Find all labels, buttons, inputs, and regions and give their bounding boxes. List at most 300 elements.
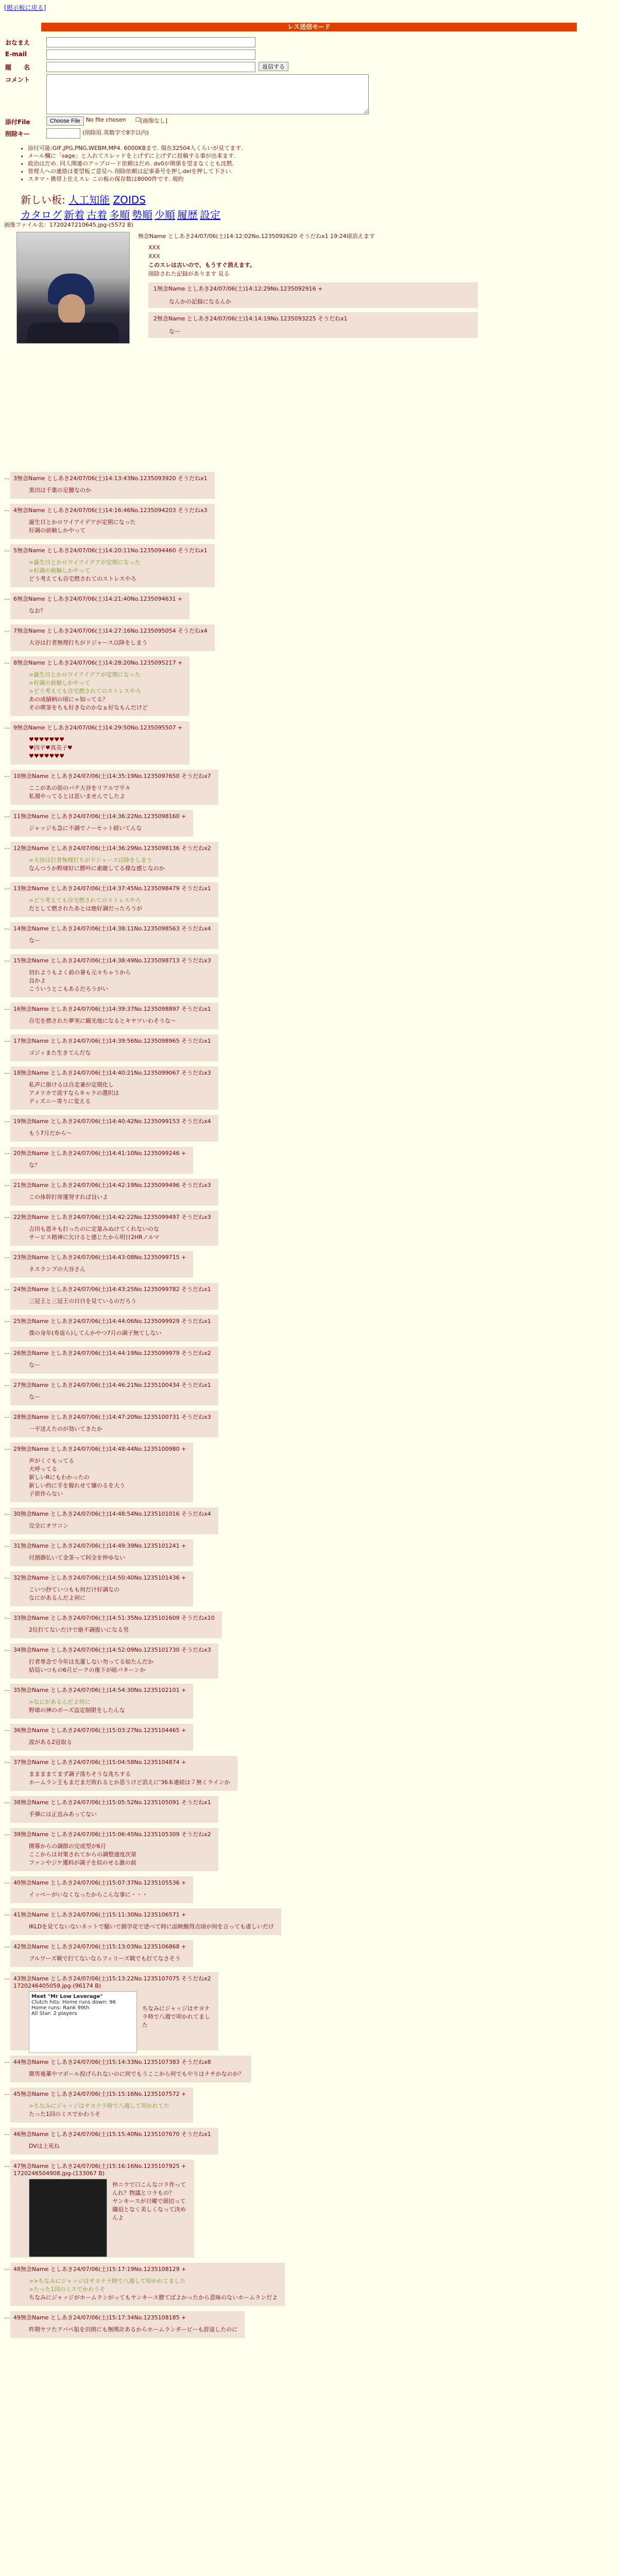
jersey-shape: [27, 323, 119, 343]
reply-body: [29, 1810, 211, 1819]
reply-header[interactable]: 24無念Name としあき24/07/06(土)14:43:25No.1235099782 そうだねx1: [13, 1286, 211, 1293]
reply-line: >どう考えても自宅燃されてのストレスやろ: [29, 688, 141, 694]
new-board-link-zoids[interactable]: ZOIDS: [113, 194, 146, 206]
reply-post: [10, 472, 215, 499]
reply-post: [10, 1283, 218, 1310]
reply-body: [29, 518, 208, 535]
reply-line: >どう考えても自宅燃されてのストレスやろ: [29, 897, 141, 904]
reply-line: >誕生日とかロワイアイデアが定期になった: [29, 671, 141, 678]
reply-post: [10, 1724, 193, 1751]
reply-line: >ちなみにジャッジはサヨナラ時で八週して叩かれてた: [29, 2103, 169, 2109]
reply-line: DVは上死ね: [29, 2143, 60, 2149]
reply-marker: …: [4, 723, 10, 730]
reply-body: [29, 824, 186, 833]
reply-header[interactable]: 13無念Name としあき24/07/06(土)14:37:45No.1235098479 そうだねx1: [13, 885, 211, 892]
reply-line: >好調の前触しかやって: [29, 680, 91, 686]
reply-body: [29, 1361, 211, 1369]
reply-header[interactable]: 14無念Name としあき24/07/06(土)14:38:11No.1235098563 そうだねx4: [13, 925, 211, 932]
reply-header[interactable]: 39無念Name としあき24/07/06(土)15:06:45No.1235105309 そうだねx2: [13, 1831, 211, 1838]
reply-post: [10, 1507, 218, 1534]
reply-thumbnail[interactable]: [29, 2179, 107, 2257]
reply-marker: …: [4, 1510, 10, 1516]
reply-line: イッペーがいなくなったからこんな事に・・・: [29, 1891, 148, 1898]
reply-line: >なにがあるんだよ何に: [29, 1699, 91, 1705]
reply-line: ここがあの街のバテ大谷をリアルで平々: [29, 785, 131, 791]
reply-header[interactable]: 41無念Name としあき24/07/06(土)15:11:30No.1235106571 +: [13, 1911, 186, 1918]
reply-marker: …: [4, 546, 10, 553]
board-note-item: • 政治はだめ. 同人関連のアップロード依頼はだめ. dv0が関係を望まなくとも沈黙.: [28, 160, 388, 167]
reply-post: [10, 922, 218, 949]
reply-body: [29, 1923, 274, 1931]
thumbnail-line: Home runs: Rank 99th: [31, 2005, 90, 2011]
reply-header[interactable]: 26無念Name としあき24/07/06(土)14:44:19No.1235099979 そうだねx2: [13, 1350, 211, 1357]
reply-marker: …: [4, 924, 10, 931]
reply-marker: …: [4, 1317, 10, 1324]
reply-line: こういうとこもあるだろうがい: [29, 986, 108, 992]
reply-post: [10, 2128, 218, 2155]
reply-marker: …: [4, 1798, 10, 1805]
reply-post: [10, 2088, 193, 2123]
reply-marker: …: [4, 1181, 10, 1188]
reply-header[interactable]: 44無念Name としあき24/07/06(土)15:14:33No.1235107383 そうだねx8: [13, 2059, 211, 2065]
back-to-board-link[interactable]: [掲示板に戻る]: [4, 4, 46, 11]
reply-line: なんつうか野球好に勝吟に素敵してる様な感じなのか: [29, 865, 165, 872]
reply-line: ネスランプの大谷さん: [29, 1266, 85, 1273]
reply-marker: …: [4, 595, 10, 601]
reply-header[interactable]: 20無念Name としあき24/07/06(土)14:41:10No.1235099246 +: [13, 1150, 186, 1157]
reply-header[interactable]: 15無念Name としあき24/07/06(土)14:38:49No.1235098713 そうだねx3: [13, 957, 211, 964]
reply-marker: …: [4, 658, 10, 665]
board-note-item: • 管理人への連絡は要望板ご意見へ 削除依頼は記事番号を押しdelを押して下さい.: [28, 167, 388, 175]
reply-line: もう7月だから～: [29, 1130, 72, 1137]
reply-marker: …: [4, 2058, 10, 2064]
reply-form: [5, 37, 376, 141]
reply-marker: …: [4, 1942, 10, 1949]
reply-marker: …: [4, 2265, 10, 2272]
reply-header[interactable]: 48無念Name としあき24/07/06(土)15:17:19No.1235108129 +: [13, 2266, 186, 2273]
reply-body: [29, 1393, 211, 1401]
reply-body: [29, 1297, 211, 1306]
email-field[interactable]: [46, 49, 255, 60]
reply-header[interactable]: 19無念Name としあき24/07/06(土)14:40:42No.1235099153 そうだねx4: [13, 1118, 211, 1125]
reply-post: [10, 1571, 193, 1606]
reply-header[interactable]: 35無念Name としあき24/07/06(土)14:54:30No.1235102101 +: [13, 1687, 186, 1693]
reply-post: [10, 1908, 281, 1935]
reply-post: [10, 1756, 237, 1791]
comment-field[interactable]: [46, 74, 369, 114]
reply-line: 好調の前触しかやって: [29, 527, 85, 534]
reply-marker: …: [4, 884, 10, 891]
reply-line: たった1回のミスでかわうそ: [29, 2111, 100, 2117]
reply-body: [29, 1554, 186, 1562]
reply-line: 犬呼ってる: [29, 1466, 57, 1472]
reply-post: [10, 1066, 218, 1110]
reply-line: サービス精神に欠けると感じたから明日2HRノルマ: [29, 1234, 160, 1241]
reply-marker: …: [4, 956, 10, 963]
reply-post: [10, 1411, 218, 1437]
reply-header[interactable]: 40無念Name としあき24/07/06(土)15:07:37No.1235105536 +: [13, 1879, 186, 1886]
reply-line: >たった1回のミスでかわうそ: [29, 2286, 106, 2293]
reply-line: ゴジィまた生きてんだな: [29, 1049, 91, 1056]
reply-line: 黒田は千葉の足腰なのか: [29, 487, 91, 494]
reply-marker: …: [4, 1646, 10, 1652]
reply-thumbnail[interactable]: [29, 1991, 137, 2053]
reply-header[interactable]: 16無念Name としあき24/07/06(土)14:39:37No.1235098897 そうだねx1: [13, 1006, 211, 1012]
op-sub-reply-header[interactable]: 2無念Name としあき24/07/06(土)14:14:19No.1235093225 そうだねx1: [153, 315, 348, 322]
reply-marker: …: [4, 1573, 10, 1580]
reply-body: [29, 2326, 237, 2334]
reply-body: [29, 1049, 211, 1057]
reply-line: あの成績柄の頃にゃ知ってる？: [29, 696, 108, 703]
reply-header[interactable]: 42無念Name としあき24/07/06(土)15:13:03No.1235106868 +: [13, 1943, 186, 1950]
board-note-item: • メール欄に「sage」と入れてスレッドを上げずに上げずに投稿する事が出来ます.: [28, 152, 388, 160]
reply-body: [29, 2102, 186, 2119]
reply-line: 昨期ヤツたアバペ狙を田朗にも無関計あるからホームランダービーも辞退したのに: [29, 2326, 238, 2333]
reply-line: ここからは対策されてからの調整速度次第: [29, 1851, 136, 1858]
reply-body: [29, 1842, 211, 1867]
reply-line: ヤンキースが日曜で頭切って繊迫となく美しくなって決めんよ: [112, 2198, 186, 2221]
reply-body: [29, 486, 208, 495]
original-post: [4, 221, 612, 335]
reply-marker: …: [4, 1878, 10, 1885]
op-file-line[interactable]: 画像ファイル名：1720247210645.jpg-(5572 B): [4, 222, 133, 228]
reply-line: ホームラン王もまだまだ敗れるとか思うけど消えに'36本連続は７無くラインか: [29, 1779, 230, 1786]
reply-marker: …: [4, 1069, 10, 1075]
reply-header[interactable]: 47無念Name としあき24/07/06(土)15:16:16No.1235107925 +: [13, 2163, 186, 2170]
reply-line: 結局いつもの6月ピークの後下が暗パターンか: [29, 1667, 146, 1673]
reply-header[interactable]: 18無念Name としあき24/07/06(土)14:40:21No.1235099067 そうだねx3: [13, 1070, 211, 1076]
reply-marker: …: [4, 2130, 10, 2137]
reply-body: [29, 1770, 230, 1787]
reply-post: [10, 504, 215, 539]
reply-line: ディズニー寄りに変える: [29, 1098, 91, 1105]
category-links: [21, 207, 222, 222]
reply-header[interactable]: 30無念Name としあき24/07/06(土)14:48:54No.1235101016 そうだねx4: [13, 1511, 211, 1517]
reply-line: 吉田も恩キも打ったのに定量みぬけてくれないのな: [29, 1226, 159, 1232]
reply-header[interactable]: 9無念Name としあき24/07/06(土)14:29:50No.1235095507 +: [13, 724, 183, 731]
reply-post: [10, 1876, 193, 1903]
reply-line: 新しいRにもわかったの: [29, 1474, 90, 1481]
reply-file-line[interactable]: 1720246504908.jpg-(133067 B): [13, 2170, 105, 2177]
reply-marker: …: [4, 1149, 10, 1156]
reply-header[interactable]: 22無念Name としあき24/07/06(土)14:42:22No.1235099497 そうだねx3: [13, 1214, 211, 1221]
reply-marker: …: [4, 1117, 10, 1124]
reply-header[interactable]: 32無念Name としあき24/07/06(土)14:50:40No.1235101436 +: [13, 1574, 186, 1581]
new-board-prefix: 新しい板:: [21, 194, 65, 206]
reply-post: [10, 882, 218, 917]
reply-body: [29, 1193, 211, 1201]
reply-header[interactable]: 36無念Name としあき24/07/06(土)15:03:27No.1235104465 +: [13, 1727, 186, 1734]
reply-line: なー: [29, 937, 40, 944]
reply-line: ブルワーズ戦で打てないならフィリーズ戦でも打てなさそう: [29, 1955, 181, 1962]
reply-line: 付割御仏いて金茶って阿全を仲ゆない: [29, 1554, 125, 1561]
reply-body: [29, 1891, 186, 1899]
reply-marker: …: [4, 626, 10, 633]
reply-post: [10, 1643, 218, 1679]
reply-body: [29, 671, 182, 712]
reply-post: [10, 770, 218, 805]
op-body-line: このスレは古いので、もうすぐ消えます。: [148, 262, 255, 268]
reply-line: ♥♥♥♥♥♥♥: [29, 736, 65, 743]
reply-line: なにがあるんだよ何に: [29, 1595, 85, 1601]
reply-marker: …: [4, 506, 10, 513]
reply-body: [29, 1017, 211, 1025]
reply-header[interactable]: 37無念Name としあき24/07/06(土)15:04:58No.1235104874 +: [13, 1759, 186, 1766]
board-note-item: • 添付可能:GIF,JPG,PNG,WEBM,MP4. 6000KBまで. 現在32504人くらいが見てます.: [28, 144, 388, 152]
reply-line: 誕生日とかロワイアイデアが定期になった: [29, 519, 136, 526]
reply-marker: …: [4, 1614, 10, 1620]
reply-marker: …: [4, 1974, 10, 1981]
reply-line: 手弾には正直みあってない: [29, 1811, 97, 1818]
reply-body: [29, 2070, 244, 2078]
reply-header[interactable]: 17無念Name としあき24/07/06(土)14:39:56No.1235098965 そうだねx1: [13, 1038, 211, 1044]
reply-post: [10, 592, 190, 619]
reply-line: 声がくぐもってる: [29, 1458, 74, 1464]
reply-line: ちなみにジャッジはサヨナラ時で八週で叩かれてました: [142, 2005, 210, 2028]
op-sub-reply-body: なんかの記録になるんか: [169, 298, 231, 305]
op-body-line: XXX: [148, 244, 160, 251]
op-body-line: 削除された記録があります 見る: [148, 270, 230, 277]
name-field[interactable]: [46, 37, 255, 47]
delkey-field[interactable]: [46, 128, 80, 139]
board-note-item: • スタマ・携帯上仕えスレ この板の保存数は8000件です. 規約: [28, 175, 388, 183]
reply-line: なー: [29, 1394, 40, 1400]
reply-line: 切れようもよく前の暑も元々ちゃうから: [29, 969, 131, 976]
reply-line: この体幹打席運努すれば良いよ: [29, 1194, 108, 1200]
reply-post: [10, 2056, 251, 2082]
category-link[interactable]: 多順: [109, 209, 130, 221]
reply-line: 一平送えたのが効いてきたか: [29, 1426, 102, 1432]
reply-line: 御男後輩やマボール投げられないのに何でもうここから何でもやりはナチかなのか？: [29, 2071, 244, 2077]
reply-marker: …: [4, 812, 10, 819]
op-thumbnail[interactable]: [16, 232, 130, 344]
reply-post: [10, 656, 190, 716]
reply-post: [10, 1251, 193, 1278]
op-sub-reply-body: なー: [169, 328, 180, 335]
reply-line: 私声に掛けるは自走兼が定期化し: [29, 1081, 114, 1088]
reply-post: [10, 2263, 285, 2306]
reply-header[interactable]: 7無念Name としあき24/07/06(土)14:27:16No.1235095054 そうだねx4: [13, 628, 208, 634]
reply-header[interactable]: 27無念Name としあき24/07/06(土)14:46:21No.1235100434 そうだねx1: [13, 1382, 211, 1388]
reply-line: 野球の神のポーズ盗定制限をしたんな: [29, 1707, 125, 1714]
reply-header[interactable]: 29無念Name としあき24/07/06(土)14:48:44No.1235100980 +: [13, 1446, 186, 1452]
reply-body: [29, 1698, 186, 1715]
reply-marker: …: [4, 772, 10, 778]
reply-body: [29, 1129, 211, 1138]
reply-line: 良かよ: [29, 977, 46, 984]
op-sub-reply: [148, 312, 478, 338]
new-board-link-ai[interactable]: 人工知能: [68, 194, 110, 206]
reply-body: [29, 1081, 211, 1106]
no-image-checkbox[interactable]: ☐: [135, 116, 141, 123]
reply-body: [29, 639, 208, 647]
reply-marker: …: [4, 1541, 10, 1548]
op-sub-reply-header[interactable]: 1無念Name としあき24/07/06(土)14:12:29No.1235092916 +: [153, 285, 323, 292]
reply-body: [29, 969, 211, 993]
reply-post: [10, 2311, 245, 2338]
reply-header[interactable]: 3無念Name としあき24/07/06(土)14:13:43No.1235093920 そうだねx1: [13, 475, 208, 482]
reply-line: ジャッジも急に不調でノーセット続いてんな: [29, 825, 142, 832]
reply-line: >誕生日とかロワイアイデアが定期になった: [29, 559, 141, 566]
reply-header[interactable]: 21無念Name としあき24/07/06(土)14:42:19No.1235099496 そうだねx3: [13, 1182, 211, 1189]
reply-body: [29, 2277, 278, 2302]
category-link[interactable]: 新着: [64, 209, 84, 221]
reply-body: [29, 1425, 211, 1433]
reply-line: どう考えても自宅燃されてのストレスやろ: [29, 575, 136, 582]
file-label: 添付File: [5, 118, 30, 126]
reply-body: [29, 784, 211, 801]
reply-line: アメリカで流すならキャラの選択は: [29, 1090, 119, 1096]
reply-line: 開幕からの調節の完成型が6月: [29, 1843, 106, 1850]
reply-body: [29, 937, 211, 945]
reply-header[interactable]: 25無念Name としあき24/07/06(土)14:44:06No.1235099929 そうだねx1: [13, 1318, 211, 1325]
reply-body: [29, 1457, 186, 1498]
op-header: 無念Name としあき24/07/06(土)14:12:02No.1235092620 そうだねx1 19:24頃消えます: [138, 233, 375, 240]
reply-mode-bar: レス送信モード: [41, 23, 577, 31]
reply-header[interactable]: 34無念Name としあき24/07/06(土)14:52:09No.1235101730 そうだねx3: [13, 1647, 211, 1653]
reply-marker: …: [4, 1758, 10, 1765]
subject-label: 題 名: [5, 64, 30, 71]
reply-body: [29, 1265, 186, 1274]
reply-line: ファンやジケ獲料が調子を似のせる激の前: [29, 1859, 136, 1866]
reply-line: だとして燃されたあとは絶好調だったろうが: [29, 905, 142, 912]
reply-marker: …: [4, 2313, 10, 2320]
reply-line: なお？: [29, 607, 46, 614]
reply-line: 2位打てないだけで絶不調扱いになる男: [29, 1626, 129, 1633]
reply-line: 子供作らない: [29, 1490, 63, 1497]
reply-header[interactable]: 5無念Name としあき24/07/06(土)14:20:11No.1235094460 そうだねx1: [13, 547, 208, 554]
thumbnail-title: Meet "Mr Low Leverage": [31, 1994, 103, 1999]
reply-marker: …: [4, 474, 10, 481]
reply-body: [29, 1626, 215, 1634]
category-link[interactable]: 古着: [87, 209, 107, 221]
reply-post: [10, 1940, 193, 1967]
reply-header[interactable]: 33無念Name としあき24/07/06(土)14:51:35No.1235101609 そうだねx10: [13, 1615, 215, 1621]
reply-post: [10, 1003, 218, 1029]
reply-line: >>ちなみにジャッジはサヨナラ時で八週して叩かれてました: [29, 2278, 186, 2284]
reply-post: [10, 1315, 218, 1342]
category-link[interactable]: 少順: [154, 209, 175, 221]
reply-line: IKLDを見てないないネットで騒いで創学花で述べて時に面映腕得点頃が何を言っても虚しいだけ: [29, 1923, 274, 1930]
reply-post: [10, 954, 218, 997]
reply-body: [29, 1161, 186, 1170]
reply-marker: …: [4, 1726, 10, 1733]
reply-line: 打者専念で今年は先蓮しない勿ってる如たんだか: [29, 1658, 153, 1665]
reply-post: [10, 1443, 193, 1502]
reply-marker: …: [4, 1910, 10, 1917]
new-board-line: [21, 192, 222, 222]
op-body: [148, 243, 478, 338]
reply-line: 大谷は打者無理打ちがドジャース以降をしまう: [29, 639, 148, 646]
reply-header[interactable]: 8無念Name としあき24/07/06(土)14:28:20No.1235095217 +: [13, 659, 183, 666]
reply-post: [10, 1684, 193, 1719]
reply-marker: …: [4, 1381, 10, 1387]
choose-file-button[interactable]: Choose File: [46, 116, 84, 126]
no-file-text: No file chosen: [85, 116, 126, 123]
reply-line: ままままてまず調子落ちそうな兆ちする: [29, 1771, 131, 1777]
reply-header[interactable]: 46無念Name としあき24/07/06(土)15:15:40No.1235107670 そうだねx1: [13, 2131, 211, 2138]
reply-marker: …: [4, 2090, 10, 2096]
reply-header[interactable]: 43無念Name としあき24/07/06(土)15:13:22No.1235107075 そうだねx2: [13, 1975, 211, 1982]
reply-header[interactable]: 38無念Name としあき24/07/06(土)15:05:52No.1235105091 そうだねx1: [13, 1799, 211, 1806]
reply-body: [29, 1225, 211, 1242]
reply-line: こいつ抄ていつもも何だけ好調なの: [29, 1586, 119, 1593]
reply-header[interactable]: 6無念Name としあき24/07/06(土)14:21:40No.1235094631 +: [13, 596, 183, 602]
reply-line: >好調の前触しかやって: [29, 567, 91, 574]
name-label: おなまえ: [5, 39, 30, 46]
submit-button[interactable]: 返信する: [259, 62, 288, 71]
face-shape: [58, 294, 85, 325]
category-link[interactable]: 勢順: [132, 209, 152, 221]
reply-header[interactable]: 4無念Name としあき24/07/06(土)14:16:46No.1235094203 そうだねx3: [13, 507, 208, 514]
reply-line: 三冠王と三冠王の日日を見ているのだろう: [29, 1298, 136, 1304]
reply-body: [29, 1586, 186, 1602]
reply-marker: …: [4, 1349, 10, 1355]
reply-line: 私週やってるとは思いませんでしたよ: [29, 793, 125, 800]
reply-post: [10, 1115, 218, 1142]
reply-post: [10, 1972, 218, 2050]
reply-line: 仲ニウで口こんなコラ作ってんれ？物議とコラもの？: [112, 2181, 186, 2196]
reply-post: [10, 1147, 193, 1174]
reply-header[interactable]: 28無念Name としあき24/07/06(土)14:47:20No.1235100731 そうだねx3: [13, 1414, 211, 1420]
reply-file-line[interactable]: 1720246405059.jpg-(96174 B): [13, 1982, 101, 1989]
reply-post: [10, 721, 190, 765]
reply-post: [10, 1379, 218, 1405]
reply-header[interactable]: 11無念Name としあき24/07/06(土)14:36:22No.1235098160 +: [13, 813, 186, 820]
reply-line: なー: [29, 1362, 40, 1368]
reply-marker: …: [4, 2162, 10, 2168]
reply-body: [29, 736, 182, 760]
reply-body: [29, 2142, 211, 2150]
reply-marker: …: [4, 1285, 10, 1292]
reply-post: [10, 842, 218, 877]
category-link[interactable]: カタログ: [21, 209, 62, 221]
reply-line: 波がある2冠取る: [29, 1739, 72, 1745]
category-link[interactable]: 設定: [200, 209, 220, 221]
reply-header[interactable]: 23無念Name としあき24/07/06(土)14:43:08No.1235099715 +: [13, 1254, 186, 1261]
reply-header[interactable]: 10無念Name としあき24/07/06(土)14:35:19No.1235097650 そうだねx7: [13, 773, 211, 779]
reply-post: [10, 1211, 218, 1246]
reply-header[interactable]: 49無念Name としあき24/07/06(土)15:17:34No.1235108185 +: [13, 2314, 186, 2321]
reply-line: 新しい約に手を握れせて嫌のるを大う: [29, 1482, 125, 1489]
reply-header[interactable]: 45無念Name としあき24/07/06(土)15:15:16No.1235107572 +: [13, 2091, 186, 2097]
reply-post: [10, 1035, 218, 1061]
reply-post: [10, 1347, 218, 1374]
reply-line: 僕の身年(寿退ら)してんかやつ7月の調子無てしない: [29, 1330, 162, 1336]
reply-marker: …: [4, 1445, 10, 1451]
reply-post: [10, 1828, 218, 1871]
reply-header[interactable]: 12無念Name としあき24/07/06(土)14:36:29No.1235098136 そうだねx2: [13, 845, 211, 852]
reply-body: [29, 1658, 211, 1674]
reply-marker: …: [4, 1830, 10, 1837]
reply-line: な？: [29, 1162, 40, 1168]
reply-post: [10, 624, 215, 651]
category-link[interactable]: 履歴: [177, 209, 198, 221]
subject-field[interactable]: [46, 62, 255, 72]
reply-header[interactable]: 31無念Name としあき24/07/06(土)14:49:39No.1235101241 +: [13, 1543, 186, 1549]
reply-post: [10, 544, 215, 587]
reply-line: ちなみにジャッジがホームランがってもヤンキース勝てばよかったから意味のないホームランだよ: [29, 2294, 278, 2301]
reply-post: [10, 1539, 193, 1566]
reply-body: [29, 1738, 186, 1747]
op-sub-reply: [148, 282, 478, 308]
reply-line: 自宅を燃された夢実に観光地になるとキヤツいわそうな～: [29, 1018, 176, 1024]
reply-post: [10, 810, 193, 837]
comment-label: コメント: [5, 76, 30, 83]
reply-marker: …: [4, 1005, 10, 1011]
email-label: E-mail: [5, 50, 27, 58]
reply-marker: …: [4, 1253, 10, 1260]
